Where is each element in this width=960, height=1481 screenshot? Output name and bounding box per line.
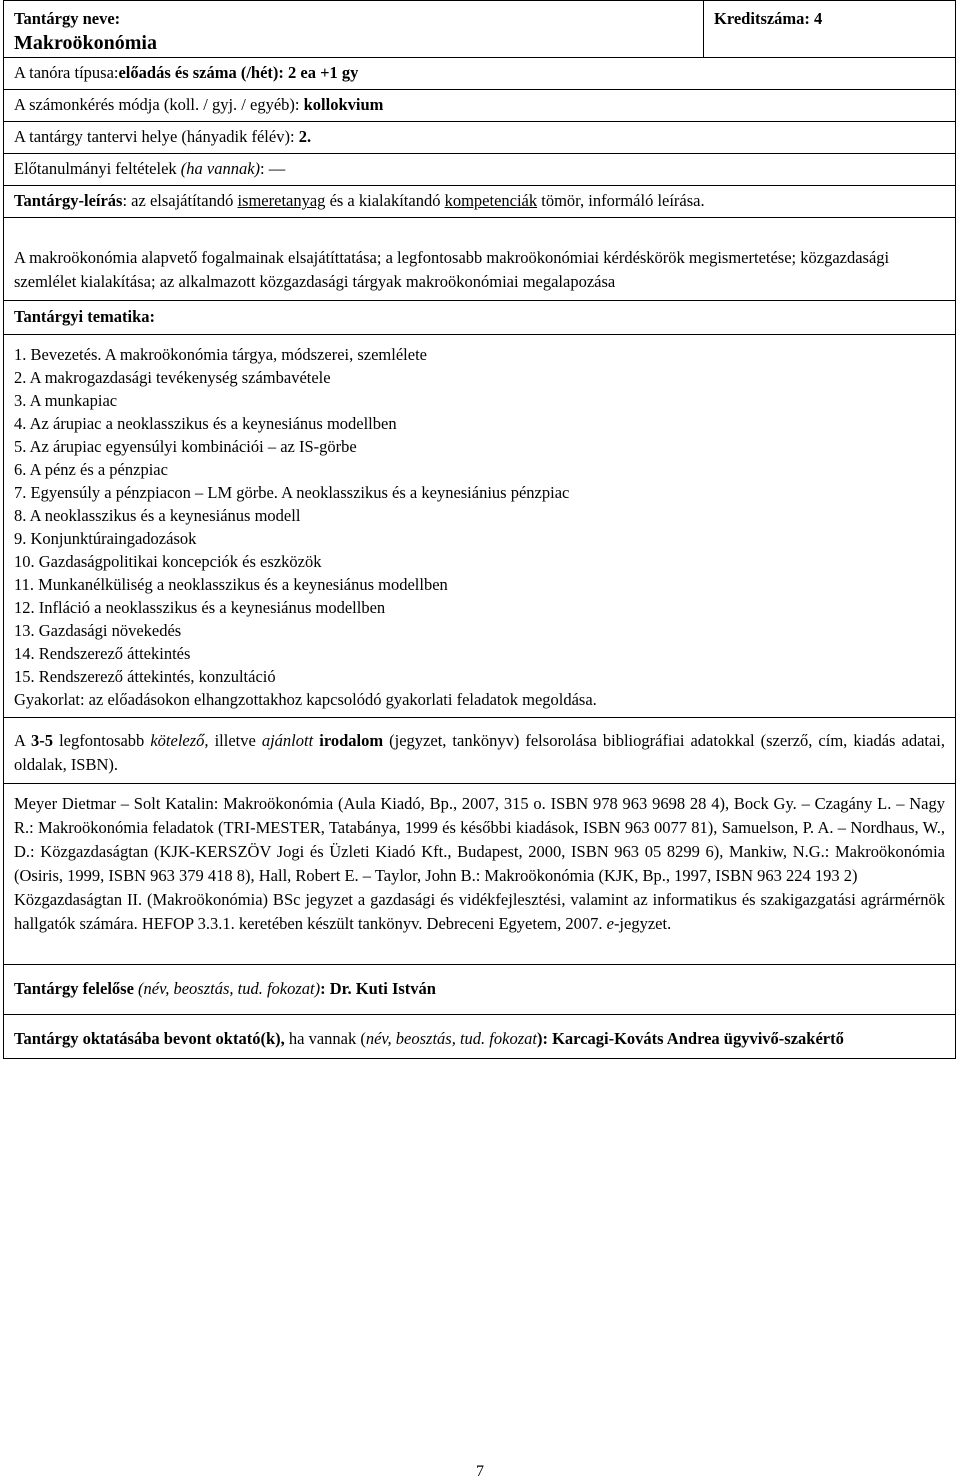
topic-item: 3. A munkapiac	[14, 390, 118, 410]
description-body-row	[4, 218, 955, 301]
topic-item: 12. Infláció a neoklasszikus és a keynesiánus modellben	[14, 597, 386, 617]
literature-intro-row	[4, 718, 955, 784]
topic-item: 11. Munkanélküliség a neoklasszikus és a keynesiánus modellben	[14, 574, 448, 594]
literature-paragraph-2	[14, 888, 945, 936]
topic-item: 6. A pénz és a pénzpiac	[14, 459, 168, 479]
lit-intro-c: illetve	[208, 730, 262, 750]
prereq-italic: (ha vannak)	[180, 159, 261, 179]
literature-row	[4, 784, 955, 965]
credit-cell	[704, 1, 955, 57]
topic-item: 4. Az árupiac a neoklasszikus és a keynesiánus modellben	[14, 413, 397, 433]
topic-item: 10. Gazdaságpolitikai koncepciók és eszközök	[14, 551, 322, 571]
exam-row	[4, 90, 955, 122]
teachers-close: ):	[536, 1028, 548, 1048]
class-type-prefix: A tanóra típusa:	[14, 63, 119, 83]
topic-item: 13. Gazdasági növekedés	[14, 620, 182, 640]
prereq-row	[4, 154, 955, 186]
topics-title: Tantárgyi tematika:	[14, 307, 156, 327]
practice-text: Gyakorlat: az előadásokon elhangzottakhoz kapcsolódó gyakorlati feladatok megoldása.	[14, 689, 597, 709]
lit-intro-mandatory: kötelező,	[150, 730, 209, 750]
topic-item: 1. Bevezetés. A makroökonómia tárgya, módszerei, szemlélete	[14, 344, 427, 364]
subject-label: Tantárgy neve:	[14, 9, 121, 28]
teachers-row	[4, 1015, 955, 1058]
prereq-suffix: : ―	[260, 159, 286, 179]
page-number: 7	[476, 1463, 484, 1480]
responsible-italic: (név, beosztás, tud. fokozat)	[133, 979, 321, 999]
description-label: Tantárgy-leírás	[14, 191, 123, 211]
exam-prefix: A számonkérés módja (koll. / gyj. / egyéb):	[14, 95, 304, 115]
responsible-colon: :	[320, 979, 330, 999]
topics-body-row	[4, 335, 955, 718]
lit-intro-b: legfontosabb	[53, 730, 151, 750]
teachers-label: Tantárgy oktatásába bevont oktató(k),	[14, 1028, 285, 1048]
prereq-prefix: Előtanulmányi feltételek	[14, 159, 181, 179]
lit-p2-a: Közgazdaságtan II. (Makroökonómia) BSc jegyzet a gazdasági és vidékfejlesztési, valamint az informatikus és szakigazgatási agrármérnök hallgatók számára. HEFOP 3.3.1. keretében készült tankönyv. Debreceni Egyetem, 2007.	[14, 889, 945, 933]
topic-item: 15. Rendszerező áttekintés, konzultáció	[14, 666, 276, 686]
description-text-c: tömör, informáló leírása.	[537, 191, 705, 211]
lit-intro-a: A	[14, 730, 32, 750]
topic-item: 8. A neoklasszikus és a keynesiánus modell	[14, 505, 301, 525]
teachers-mid: ha vannak (	[284, 1028, 366, 1048]
responsible-name: Dr. Kuti István	[329, 979, 436, 999]
literature-paragraph-1: Meyer Dietmar ‒ Solt Katalin: Makroökonómia (Aula Kiadó, Bp., 2007, 315 o. ISBN 978 963 9698 28 4), Bock Gy. ‒ Czagány L. ‒ Nagy R.: Makroökonómia feladatok (TRI-MESTER, Tatabánya, 1999 és későbbi kiadások, ISBN 963 0077 81), Samuelson, P. A. ‒ Nordhaus, W., D.: Közgazdaságtan (KJK-KERSZÖV Jogi és Üzleti Kiadó Kft., Budapest, 2000, ISBN 963 05 8299 6), Mankiw, N.G.: Makroökonómia (Osiris, 1999, ISBN 963 379 418 8), Hall, Robert E. ‒ Taylor, John B.: Makroökonómia (KJK, Bp., 1997, ISBN 963 224 193 2)	[14, 793, 945, 885]
responsible-row	[4, 965, 955, 1015]
description-text: A makroökonómia alapvető fogalmainak elsajátíttatása; a legfontosabb makroökonómiai kérdéskörök megismertetése; közgazdasági szemlélet kialakítása; az alkalmazott közgazdasági tárgyak makroökonómiai megalapozása	[14, 247, 890, 291]
class-type-value: előadás és száma (/hét): 2 ea +1 gy	[118, 63, 359, 83]
lit-p2-e: e	[606, 913, 614, 933]
topic-item: 7. Egyensúly a pénzpiacon ‒ LM görbe. A neoklasszikus és a keynesiánius pénzpiac	[14, 482, 570, 502]
topic-item: 14. Rendszerező áttekintés	[14, 643, 191, 663]
subject-cell	[4, 1, 704, 57]
lit-intro-literature: irodalom	[319, 730, 384, 750]
lit-intro-e: (jegyzet, tankönyv) felsorolása bibliográfiai adatokkal (szerző, cím, kiadás adatai, oldalak, ISBN).	[14, 730, 946, 774]
description-header-row	[4, 186, 955, 218]
responsible-label: Tantárgy felelőse	[14, 979, 134, 999]
topic-item: 9. Konjunktúraingadozások	[14, 528, 197, 548]
class-type-row	[4, 58, 955, 90]
exam-value: kollokvium	[303, 95, 384, 115]
semester-prefix: A tantárgy tantervi helye (hányadik félév):	[14, 127, 299, 147]
course-datasheet	[3, 0, 956, 1059]
topic-item: 5. Az árupiac egyensúlyi kombinációi ‒ az IS-görbe	[14, 436, 357, 456]
teachers-name: Karcagi-Kováts Andrea ügyvivő-szakértő	[547, 1028, 844, 1048]
lit-intro-count: 3-5	[31, 730, 54, 750]
description-text-b: és a kialakítandó	[325, 191, 445, 211]
topics-header-row	[4, 301, 955, 335]
lit-intro-recommended: ajánlott	[261, 730, 314, 750]
description-underline-2: kompetenciák	[444, 191, 538, 211]
header-row	[4, 1, 955, 58]
description-underline-1: ismeretanyag	[237, 191, 326, 211]
semester-row	[4, 122, 955, 154]
credit-label: Kreditszáma: 4	[714, 9, 823, 28]
topic-item: 2. A makrogazdasági tevékenység számbavétele	[14, 367, 331, 387]
teachers-italic: név, beosztás, tud. fokozat	[365, 1028, 537, 1048]
description-text-a: : az elsajátítandó	[122, 191, 238, 211]
lit-p2-b: -jegyzet.	[613, 913, 672, 933]
semester-value: 2.	[298, 127, 312, 147]
subject-name: Makroökonómia	[14, 31, 157, 54]
